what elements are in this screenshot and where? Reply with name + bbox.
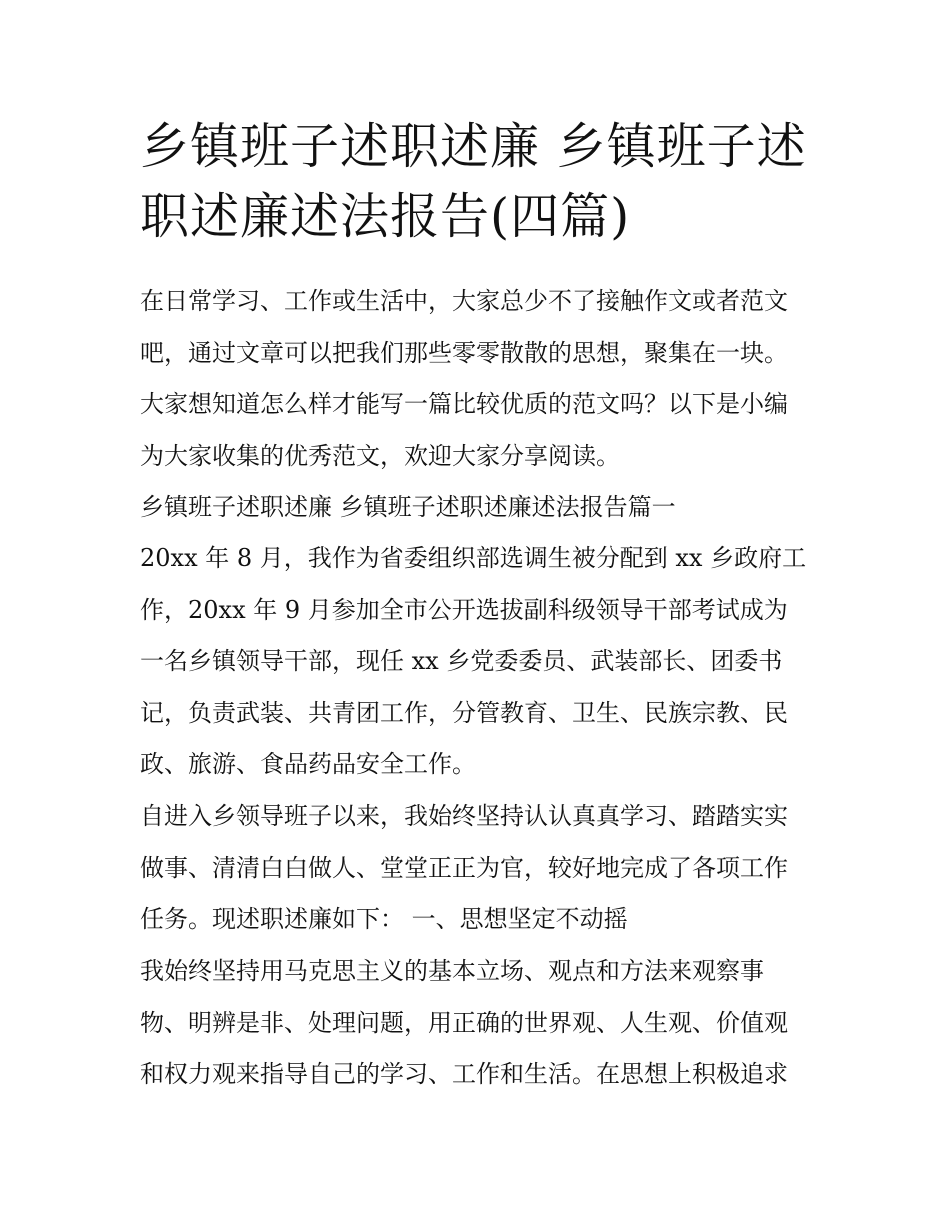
text-line: 做事、清清白白做人、堂堂正正为官，较好地完成了各项工作	[140, 853, 788, 882]
text-line: 任务。现述职述廉如下： 一、思想坚定不动摇	[140, 905, 628, 933]
document-title	[140, 112, 820, 252]
text-line: 记，负责武装、共青团工作，分管教育、卫生、民族宗教、民	[140, 698, 788, 727]
text-line: 作，20xx 年 9 月参加全市公开选拔副科级领导干部考试成为	[140, 595, 788, 624]
text-line: 乡镇班子述职述廉 乡镇班子述职述廉述法报告篇一	[140, 493, 676, 521]
text-line: 一名乡镇领导干部，现任 xx 乡党委委员、武装部长、团委书	[140, 647, 783, 675]
body-paragraph	[140, 946, 830, 1101]
text-line: 吧，通过文章可以把我们那些零零散散的思想，聚集在一块。	[140, 338, 788, 367]
text-line: 自进入乡领导班子以来，我始终坚持认认真真学习、踏踏实实	[140, 802, 788, 830]
text-line: 我始终坚持用马克思主义的基本立场、观点和方法来观察事	[140, 957, 764, 985]
intro-paragraph	[140, 276, 830, 482]
title-line: 乡镇班子述职述廉 乡镇班子述	[140, 118, 807, 175]
text-line: 物、明辨是非、处理问题，用正确的世界观、人生观、价值观	[140, 1008, 788, 1037]
section-heading	[140, 482, 830, 534]
text-line: 政、旅游、食品药品安全工作。	[140, 750, 476, 778]
title-line: 职述廉述法报告(四篇)	[140, 188, 631, 245]
body-paragraph	[140, 791, 830, 946]
text-line: 大家想知道怎么样才能写一篇比较优质的范文吗？以下是小编	[140, 390, 788, 418]
text-line: 和权力观来指导自己的学习、工作和生活。在思想上积极追求	[140, 1060, 788, 1088]
body-paragraph	[140, 533, 830, 791]
text-line: 20xx 年 8 月，我作为省委组织部选调生被分配到 xx 乡政府工	[140, 544, 807, 572]
text-line: 在日常学习、工作或生活中，大家总少不了接触作文或者范文	[140, 287, 788, 315]
text-line: 为大家收集的优秀范文，欢迎大家分享阅读。	[140, 441, 620, 470]
